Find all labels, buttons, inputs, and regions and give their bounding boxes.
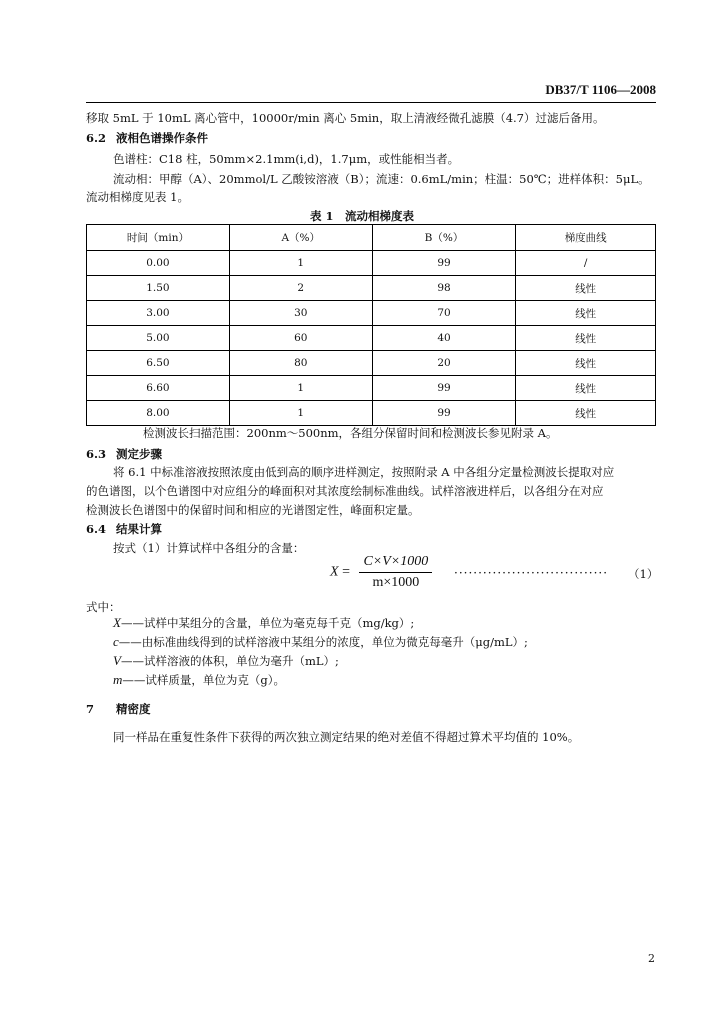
table-row bbox=[87, 326, 656, 351]
formula-fraction bbox=[359, 554, 432, 591]
section-6-3-heading bbox=[86, 446, 162, 462]
table-row bbox=[87, 351, 656, 376]
definition-symbol: V bbox=[113, 653, 121, 668]
section-title: 结果计算 bbox=[116, 522, 162, 536]
cell-b: 98 bbox=[372, 276, 516, 301]
paragraph-procedure-line-2: 的色谱图，以个色谱图中对应组分的峰面积对其浓度绘制标准曲线。试样溶液进样后，以各组分在对应 bbox=[86, 484, 604, 498]
cell-a: 1 bbox=[229, 251, 372, 276]
cell-time: 6.60 bbox=[87, 376, 230, 401]
section-7-heading bbox=[86, 701, 151, 717]
paragraph-procedure-line-1: 将 6.1 中标准溶液按照浓度由低到高的顺序进样测定，按照附录 A 中各组分定量检测波长提取对应 bbox=[113, 465, 615, 479]
cell-time: 5.00 bbox=[87, 326, 230, 351]
cell-b: 99 bbox=[372, 401, 516, 426]
cell-b: 99 bbox=[372, 251, 516, 276]
paragraph-calculation: 按式（1）计算试样中各组分的含量： bbox=[113, 541, 305, 555]
definition-v bbox=[113, 653, 339, 669]
header-curve: 梯度曲线 bbox=[516, 225, 656, 251]
paragraph-precision: 同一样品在重复性条件下获得的两次独立测定结果的绝对差值不得超过算术平均值的 10%。 bbox=[113, 730, 580, 744]
table-caption: 表 1 流动相梯度表 bbox=[309, 209, 414, 223]
cell-curve: 线性 bbox=[516, 376, 656, 401]
section-number: 6.3 bbox=[86, 447, 107, 461]
cell-time: 8.00 bbox=[87, 401, 230, 426]
section-title: 精密度 bbox=[116, 702, 151, 716]
cell-time: 3.00 bbox=[87, 301, 230, 326]
cell-time: 0.00 bbox=[87, 251, 230, 276]
paragraph-sample-prep: 移取 5mL 于 10mL 离心管中，10000r/min 离心 5min，取上清液经微孔滤膜（4.7）过滤后备用。 bbox=[86, 111, 605, 125]
cell-curve: 线性 bbox=[516, 276, 656, 301]
cell-b: 99 bbox=[372, 376, 516, 401]
section-number: 6.2 bbox=[86, 131, 107, 145]
cell-time: 1.50 bbox=[87, 276, 230, 301]
formula-number: （1） bbox=[628, 567, 659, 581]
cell-curve: / bbox=[516, 251, 656, 276]
formula-leader-dots: ································ bbox=[454, 566, 609, 580]
cell-b: 70 bbox=[372, 301, 516, 326]
formula-1 bbox=[330, 554, 432, 591]
cell-a: 2 bbox=[229, 276, 372, 301]
gradient-table bbox=[86, 224, 656, 426]
cell-curve: 线性 bbox=[516, 326, 656, 351]
formula-equals: = bbox=[342, 564, 350, 580]
definition-text: ——试样中某组分的含量，单位为毫克每千克（mg/kg）; bbox=[120, 616, 415, 630]
formula-lhs: X bbox=[330, 564, 339, 580]
cell-curve: 线性 bbox=[516, 301, 656, 326]
paragraph-gradient-ref: 流动相梯度见表 1。 bbox=[86, 190, 189, 204]
table-row bbox=[87, 376, 656, 401]
cell-a: 30 bbox=[229, 301, 372, 326]
definition-symbol: X bbox=[113, 615, 121, 630]
cell-curve: 线性 bbox=[516, 351, 656, 376]
section-title: 液相色谱操作条件 bbox=[116, 131, 208, 145]
definition-symbol: m bbox=[113, 672, 123, 687]
definition-text: ——试样溶液的体积，单位为毫升（mL）; bbox=[120, 654, 339, 668]
section-number: 6.4 bbox=[86, 522, 107, 536]
section-title: 测定步骤 bbox=[116, 447, 162, 461]
cell-b: 40 bbox=[372, 326, 516, 351]
cell-curve: 线性 bbox=[516, 401, 656, 426]
definition-symbol: c bbox=[113, 634, 119, 649]
definition-m bbox=[113, 672, 285, 688]
paragraph-column: 色谱柱：C18 柱，50mm×2.1mm(i,d)，1.7μm，或性能相当者。 bbox=[113, 152, 460, 166]
section-number: 7 bbox=[86, 702, 95, 716]
section-6-4-heading bbox=[86, 521, 162, 537]
cell-a: 1 bbox=[229, 401, 372, 426]
definition-text: ——由标准曲线得到的试样溶液中某组分的浓度，单位为微克每毫升（μg/mL）; bbox=[118, 635, 528, 649]
definition-c bbox=[113, 634, 528, 650]
definition-x bbox=[113, 615, 414, 631]
cell-a: 1 bbox=[229, 376, 372, 401]
header-a: A（%） bbox=[229, 225, 372, 251]
paragraph-mobile-phase: 流动相：甲醇（A）、20mmol/L 乙酸铵溶液（B）；流速：0.6mL/min；柱温：50℃；进样体积：5μL。 bbox=[113, 172, 650, 186]
paragraph-where: 式中： bbox=[86, 600, 121, 614]
header-time: 时间（min） bbox=[87, 225, 230, 251]
definition-text: ——试样质量，单位为克（g）。 bbox=[122, 673, 286, 687]
cell-a: 60 bbox=[229, 326, 372, 351]
formula-numerator: C×V×1000 bbox=[359, 554, 432, 573]
cell-b: 20 bbox=[372, 351, 516, 376]
cell-time: 6.50 bbox=[87, 351, 230, 376]
formula-denominator: m×1000 bbox=[372, 575, 420, 590]
table-row bbox=[87, 401, 656, 426]
header-rule bbox=[86, 102, 656, 103]
page-number: 2 bbox=[648, 952, 655, 965]
paragraph-procedure-line-3: 检测波长色谱图中的保留时间和相应的光谱图定性，峰面积定量。 bbox=[86, 503, 420, 517]
paragraph-detection-wavelength: 检测波长扫描范围：200nm～500nm，各组分保留时间和检测波长参见附录 A。 bbox=[143, 426, 558, 440]
table-row bbox=[87, 251, 656, 276]
table-row bbox=[87, 276, 656, 301]
table-row bbox=[87, 301, 656, 326]
cell-a: 80 bbox=[229, 351, 372, 376]
table-header-row bbox=[87, 225, 656, 251]
section-6-2-heading bbox=[86, 130, 208, 146]
header-b: B（%） bbox=[372, 225, 516, 251]
document-code: DB37/T 1106—2008 bbox=[545, 82, 656, 97]
